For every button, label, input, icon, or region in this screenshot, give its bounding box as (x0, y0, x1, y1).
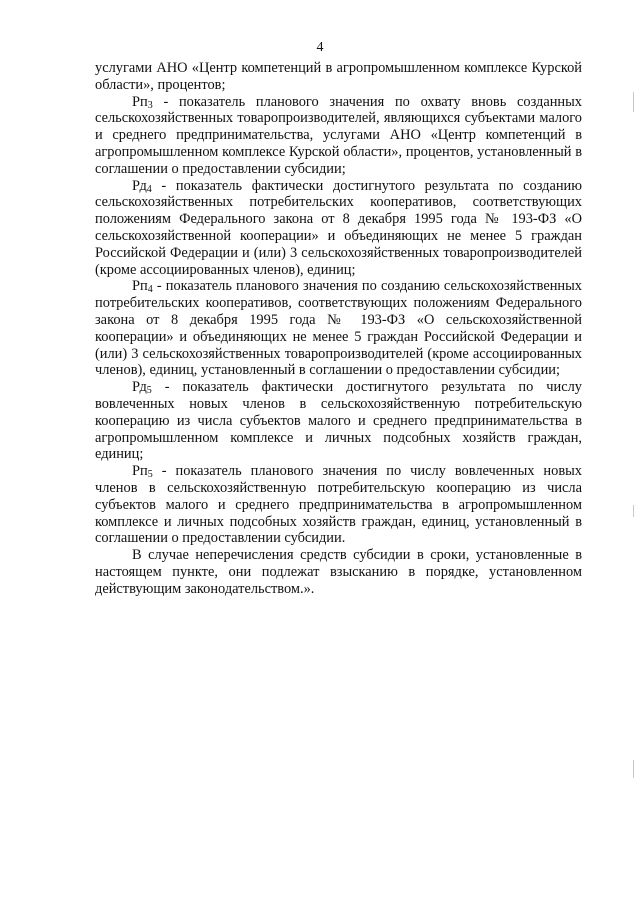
paragraph-text: - показатель планового значения по охвату вновь созданных сельскохозяйственных товаропроизводителей, являющихся субъектами малого и среднего предпринимательства, услугами АНО «Центр компетенций в агропромышленном комплексе Курской области», процентов, установленный в соглашении о предоставлении субсидии; (95, 93, 582, 177)
paragraph-text: - показатель фактически достигнутого результата по числу вовлеченных новых членов в сельскохозяйственную потребительскую кооперацию из числа субъектов малого и среднего предпринимательства в агропромышленном комплексе и личных подсобных хозяйств граждан, единиц; (95, 379, 582, 463)
paragraph-text: В случае неперечисления средств субсидии в сроки, установленные в настоящем пункте, они подлежат взысканию в порядке, установленном действующим законодательством.». (95, 547, 582, 597)
paragraph-final (95, 547, 582, 597)
symbol-rp: Рп (132, 93, 148, 110)
paragraph-text: услугами АНО «Центр компетенций в агропромышленном комплексе Курской области», процентов; (95, 60, 582, 93)
paragraph-text: - показатель планового значения по созданию сельскохозяйственных потребительских кооперативов, соответствующих положениям Федерального закона от 8 декабря 1995 года № 193-ФЗ «О сельскохозяйственной кооперации» и объединяющих не менее 5 граждан Российской Федерации и (или) 3 сельскохозяйственных товаропроизводителей (кроме ассоциированных членов), единиц, установленный в соглашении о предоставлении субсидии; (95, 278, 582, 379)
paragraph-text: - показатель фактически достигнутого результата по созданию сельскохозяйственных потребительских кооперативов, соответствующих положениям Федерального закона от 8 декабря 1995 года № 193-ФЗ «О сельскохозяйственной кооперации» и объединяющих не менее 5 граждан Российской Федерации и (или) 3 сельскохозяйственных товаропроизводителей (кроме ассоциированных членов), единиц; (95, 177, 582, 278)
paragraph-rp5 (95, 463, 582, 547)
page-number: 4 (316, 40, 324, 55)
symbol-subscript: 5 (147, 469, 153, 481)
document-body (95, 60, 582, 598)
paragraph-rd5 (95, 379, 582, 463)
symbol-subscript: 3 (147, 99, 153, 111)
scan-margin-mark (633, 760, 634, 778)
scan-margin-mark (633, 92, 634, 112)
symbol-subscript: 4 (146, 183, 152, 195)
symbol-rd: Рд (132, 177, 147, 194)
scan-margin-mark (633, 505, 634, 517)
symbol-rp: Рп (132, 463, 148, 480)
symbol-rd: Рд (132, 379, 147, 396)
symbol-subscript: 4 (147, 284, 153, 296)
paragraph-continuation (95, 60, 582, 94)
paragraph-rp4 (95, 278, 582, 379)
paragraph-rp3 (95, 94, 582, 178)
paragraph-text: - показатель планового значения по числу вовлеченных новых членов в сельскохозяйственную потребительскую кооперацию из числа субъектов малого и среднего предпринимательства в агропромышленном комплексе и личных подсобных хозяйств граждан, единиц, установленный в соглашении о предоставлении субсидии. (95, 463, 582, 547)
paragraph-rd4 (95, 178, 582, 279)
symbol-rp: Рп (132, 278, 148, 295)
symbol-subscript: 5 (146, 385, 152, 397)
